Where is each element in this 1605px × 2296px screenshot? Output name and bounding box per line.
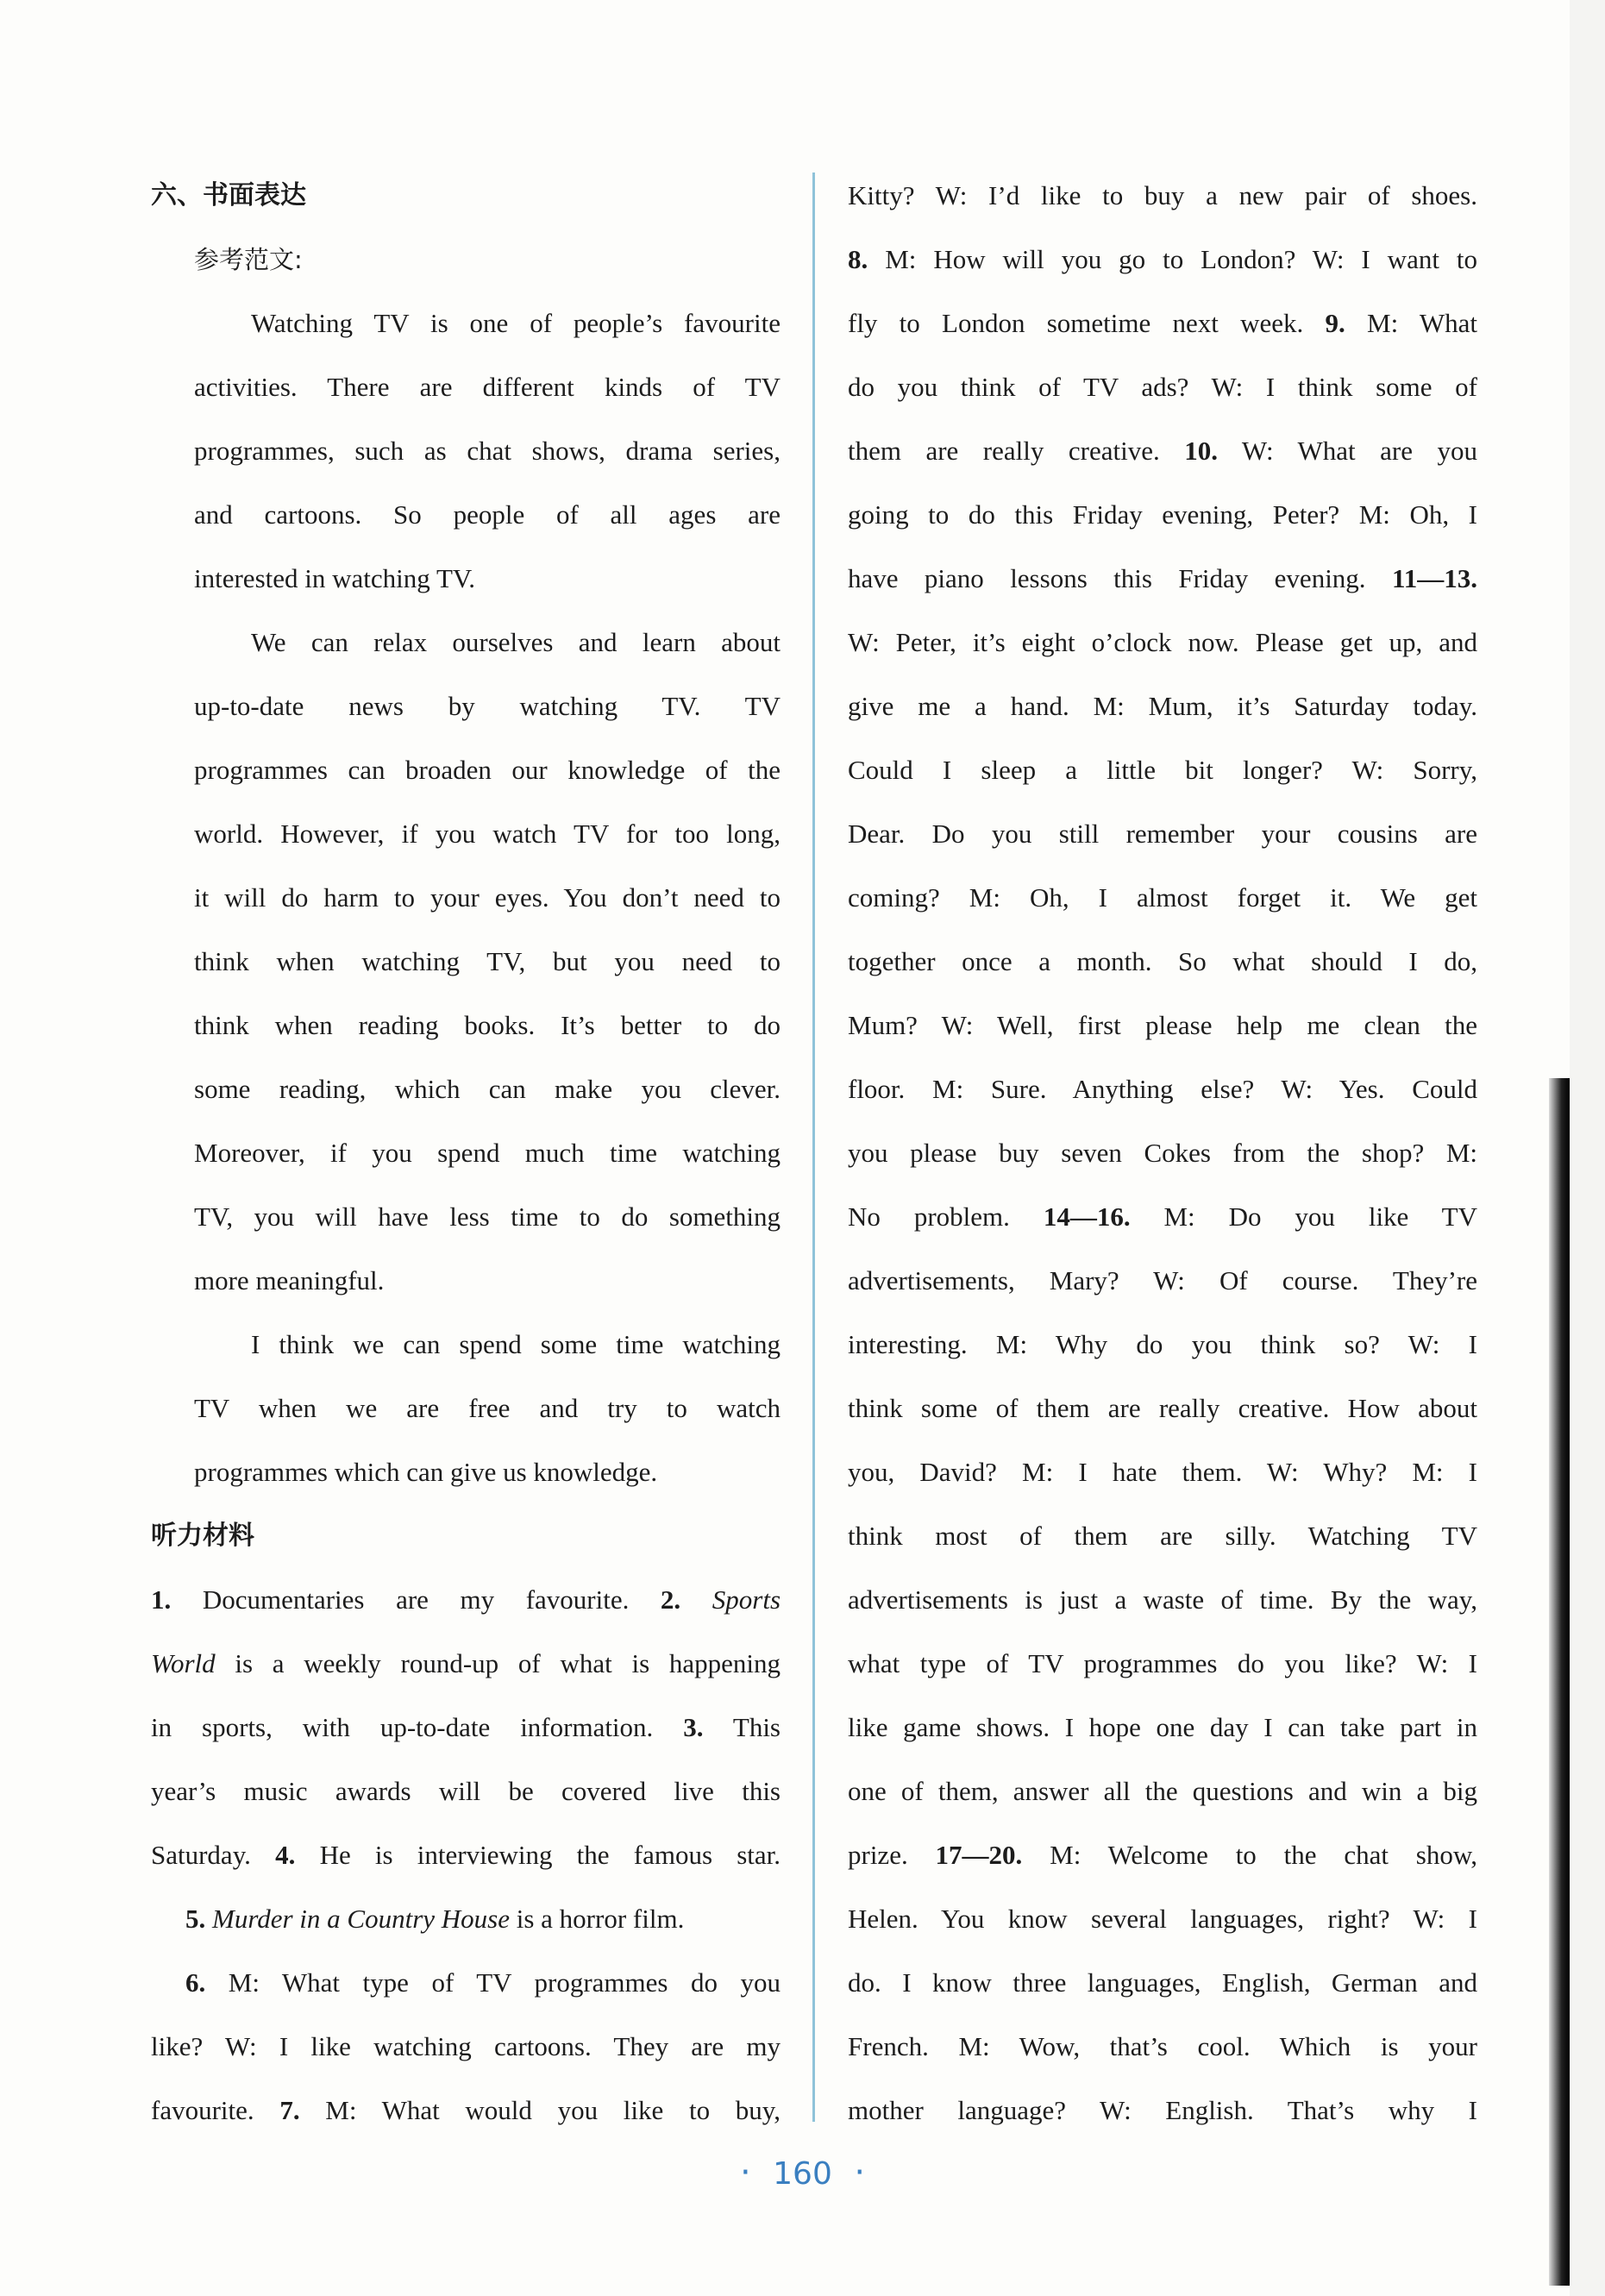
text-line: 1. Documentaries are my favourite. 2. Sports [151, 1584, 781, 1615]
text-line: it will do harm to your eyes. You don’t need to [194, 882, 781, 913]
text-line: programmes, such as chat shows, drama series, [194, 436, 781, 466]
binding-edge-shadow [1549, 1078, 1570, 2286]
listening-text-left [151, 1568, 781, 2142]
text-line: Moreover, if you spend much time watching [194, 1138, 781, 1168]
text-line: going to do this Friday evening, Peter? M: Oh, I [848, 499, 1477, 530]
text-line: do you think of TV ads? W: I think some of [848, 372, 1477, 402]
page-number-dot-right: · [854, 2153, 866, 2192]
text-line: think when watching TV, but you need to [194, 946, 781, 976]
text-line: floor. M: Sure. Anything else? W: Yes. Could [848, 1074, 1477, 1104]
text-line: think most of them are silly. Watching TV [848, 1521, 1477, 1551]
text-line: give me a hand. M: Mum, it’s Saturday today. [848, 691, 1477, 721]
text-line: Could I sleep a little bit longer? W: Sorry, [848, 755, 1477, 785]
text-line: Mum? W: Well, first please help me clean the [848, 1010, 1477, 1040]
text-line: fly to London sometime next week. 9. M: What [848, 308, 1478, 338]
text-line: 5. Murder in a Country House is a horror film. [185, 1904, 685, 1934]
text-line: W: Peter, it’s eight o’clock now. Please get up, and [848, 627, 1477, 657]
text-line: think some of them are really creative. How about [848, 1393, 1477, 1423]
text-line: 8. M: How will you go to London? W: I want to [848, 244, 1477, 274]
text-line: up-to-date news by watching TV. TV [194, 691, 781, 721]
text-line: Helen. You know several languages, right? W: I [848, 1904, 1477, 1934]
text-line: Dear. Do you still remember your cousins are [848, 819, 1477, 849]
text-line: together once a month. So what should I do, [848, 946, 1477, 976]
text-line: TV, you will have less time to do something [194, 1201, 781, 1232]
text-line: interesting. M: Why do you think so? W: I [848, 1329, 1477, 1359]
page-number [0, 2153, 1605, 2192]
section-heading-listening: 听力材料 [151, 1521, 254, 1551]
text-line: advertisements is just a waste of time. By the way, [848, 1584, 1477, 1615]
text-line: in sports, with up-to-date information. 3. This [151, 1712, 781, 1742]
text-line: do. I know three languages, English, German and [848, 1967, 1477, 1998]
page-number-dot-left: · [739, 2153, 751, 2192]
text-line: what type of TV programmes do you like? W: I [848, 1648, 1477, 1678]
text-line: them are really creative. 10. W: What are you [848, 436, 1477, 466]
text-line: We can relax ourselves and learn about [251, 627, 781, 657]
text-line: mother language? W: English. That’s why I [848, 2095, 1477, 2125]
text-line: and cartoons. So people of all ages are [194, 499, 781, 530]
text-line: like? W: I like watching cartoons. They are my [151, 2031, 781, 2061]
text-line: Saturday. 4. He is interviewing the famous star. [151, 1840, 781, 1870]
column-divider [812, 173, 815, 2122]
text-line: TV when we are free and try to watch [194, 1393, 781, 1423]
text-line: French. M: Wow, that’s cool. Which is your [848, 2031, 1477, 2061]
text-line: coming? M: Oh, I almost forget it. We get [848, 882, 1477, 913]
text-line: one of them, answer all the questions and win a big [848, 1776, 1477, 1806]
text-line: advertisements, Mary? W: Of course. They’re [848, 1265, 1477, 1295]
sample-essay [151, 292, 781, 1504]
text-line: like game shows. I hope one day I can take part in [848, 1712, 1477, 1742]
text-line: activities. There are different kinds of TV [194, 372, 781, 402]
left-column [151, 164, 781, 2142]
listening-text-right [848, 164, 1477, 2142]
text-line: No problem. 14—16. M: Do you like TV [848, 1201, 1478, 1232]
right-column [848, 164, 1477, 2142]
text-line: favourite. 7. M: What would you like to buy, [151, 2095, 781, 2125]
text-line: you, David? M: I hate them. W: Why? M: I [848, 1457, 1477, 1487]
text-line: World is a weekly round-up of what is happening [151, 1648, 781, 1678]
section-heading-writing: 六、书面表达 [151, 180, 306, 210]
text-line: more meaningful. [194, 1265, 385, 1295]
sample-essay-label: 参考范文: [194, 245, 303, 274]
text-line: Kitty? W: I’d like to buy a new pair of shoes. [848, 180, 1477, 210]
page-number-value: 160 [773, 2156, 832, 2192]
text-line: you please buy seven Cokes from the shop? M: [848, 1138, 1477, 1168]
text-line: I think we can spend some time watching [251, 1329, 781, 1359]
text-line: interested in watching TV. [194, 563, 476, 593]
text-line: have piano lessons this Friday evening. 11—13. [848, 563, 1477, 593]
text-line: Watching TV is one of people’s favourite [251, 308, 781, 338]
text-line: world. However, if you watch TV for too long, [194, 819, 781, 849]
text-line: prize. 17—20. M: Welcome to the chat show, [848, 1840, 1477, 1870]
text-line: some reading, which can make you clever. [194, 1074, 781, 1104]
text-line: programmes can broaden our knowledge of the [194, 755, 781, 785]
page-margin-strip [1570, 0, 1605, 2296]
text-line: 6. M: What type of TV programmes do you [185, 1967, 781, 1998]
text-line: year’s music awards will be covered live this [151, 1776, 781, 1806]
text-line: think when reading books. It’s better to do [194, 1010, 781, 1040]
text-line: programmes which can give us knowledge. [194, 1457, 658, 1487]
